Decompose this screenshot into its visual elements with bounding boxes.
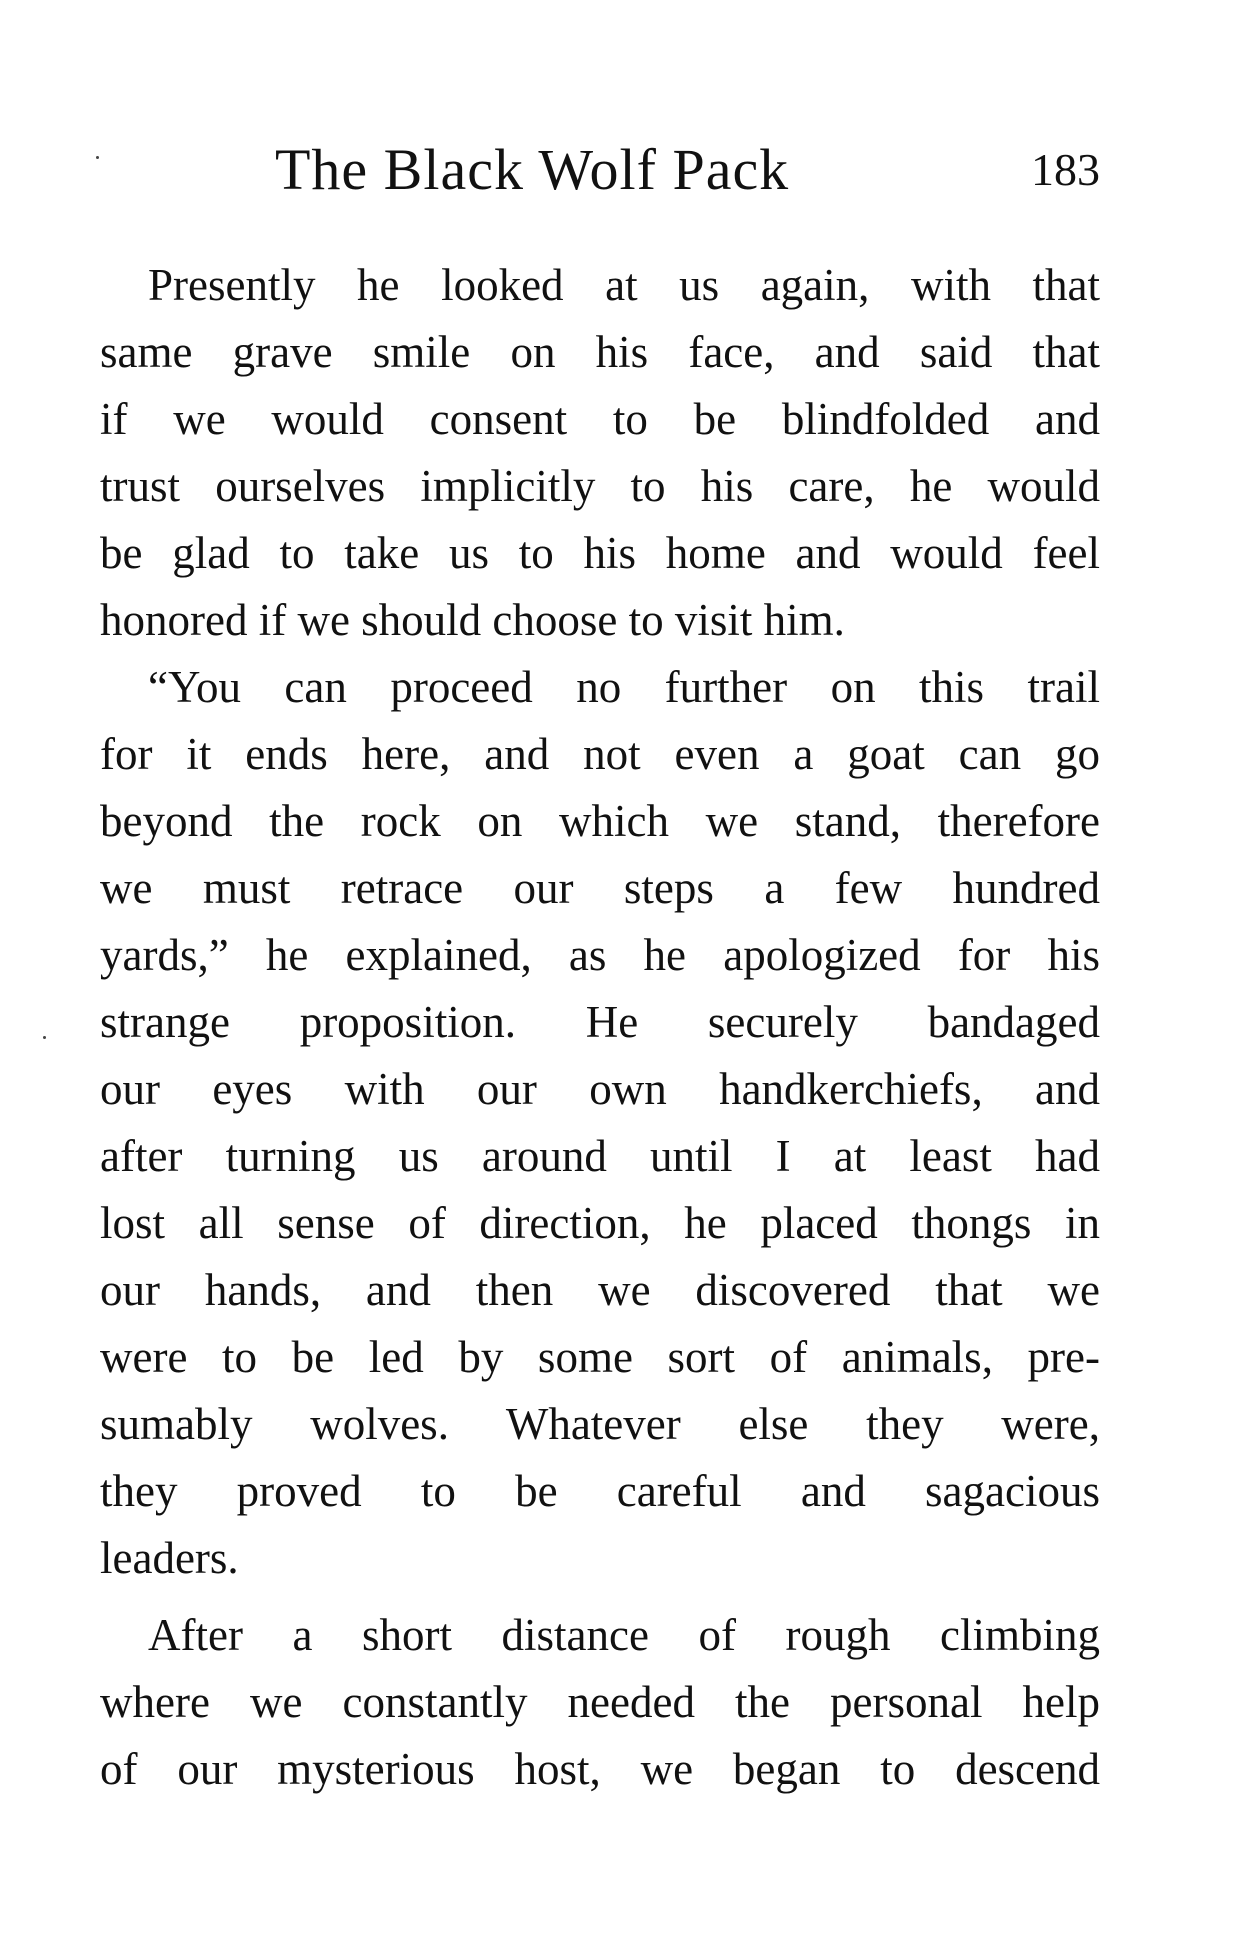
paragraph (100, 1602, 1100, 1803)
text-line: After a short distance of rough climbing (148, 1610, 1100, 1660)
text-line: of our mysterious host, we began to descend (100, 1744, 1100, 1794)
text-line: they proved to be careful and sagacious (100, 1466, 1100, 1516)
text-line: our hands, and then we discovered that we (100, 1265, 1100, 1315)
paragraph (100, 654, 1100, 1592)
print-speck (43, 1036, 46, 1039)
print-speck (96, 156, 99, 159)
running-title: The Black Wolf Pack (275, 137, 790, 202)
page-number: 183 (1031, 144, 1100, 195)
paragraph-gap (100, 1592, 1100, 1602)
paragraph (100, 252, 1100, 654)
text-line: Presently he looked at us again, with that (148, 260, 1100, 310)
text-line: for it ends here, and not even a goat can go (100, 729, 1100, 779)
text-line: same grave smile on his face, and said that (100, 327, 1100, 377)
text-line: our eyes with our own handkerchiefs, and (100, 1064, 1100, 1114)
text-line: if we would consent to be blindfolded and (100, 394, 1100, 444)
text-line: leaders. (100, 1533, 239, 1583)
page-header (100, 135, 1100, 205)
text-line: honored if we should choose to visit him. (100, 595, 845, 645)
body-text (100, 252, 1100, 1803)
text-line: yards,” he explained, as he apologized for his (100, 930, 1100, 980)
text-line: be glad to take us to his home and would feel (100, 528, 1100, 578)
text-line: where we constantly needed the personal help (100, 1677, 1100, 1727)
text-line: were to be led by some sort of animals, pre- (100, 1332, 1100, 1382)
text-line: sumably wolves. Whatever else they were, (100, 1399, 1100, 1449)
text-line: strange proposition. He securely bandaged (100, 997, 1100, 1047)
text-line: “You can proceed no further on this trail (148, 662, 1100, 712)
text-line: trust ourselves implicitly to his care, he would (100, 461, 1100, 511)
text-line: lost all sense of direction, he placed thongs in (100, 1198, 1100, 1248)
text-line: beyond the rock on which we stand, therefore (100, 796, 1100, 846)
text-line: we must retrace our steps a few hundred (100, 863, 1100, 913)
text-line: after turning us around until I at least had (100, 1131, 1100, 1181)
